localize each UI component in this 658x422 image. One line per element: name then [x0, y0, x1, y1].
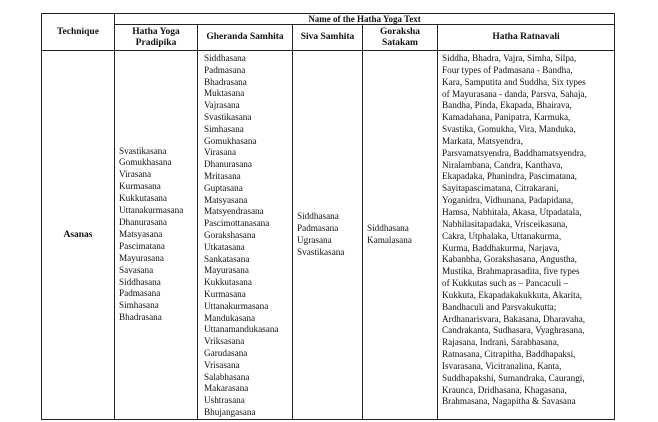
asana-item: Mayurasana: [204, 265, 249, 276]
asana-item: Bhujangasana: [204, 406, 256, 417]
row-label-asanas: Asanas: [42, 51, 115, 420]
ratnavali-line: of Mayurasana - danda, Parsva, Sahaja,: [442, 88, 587, 99]
asana-item: Pascimatana: [119, 240, 165, 251]
asana-item: Svastikasana: [119, 145, 167, 156]
ratnavali-line: Siddha, Bhadra, Vajra, Simha, Silpa,: [442, 53, 577, 63]
asana-item: Garudasana: [204, 347, 248, 358]
technique-header: Technique: [42, 14, 115, 51]
ratnavali-line: Ekapadaka, Phanindra, Pascimatana,: [442, 171, 577, 182]
asana-item: Siddhasana: [204, 53, 246, 63]
ratnavali-line: Kraunca, Dridhasana, Khagasana,: [442, 384, 567, 395]
column-header-siva-samhita: Siva Samhita: [293, 25, 363, 51]
hatha-ratnavali-text: [438, 51, 615, 420]
ratnavali-line: Ardhanarisvara, Bakasana, Dharavaha,: [442, 313, 586, 324]
asana-item: Salabhasana: [204, 371, 250, 382]
ratnavali-line: Candrakanta, Sudhasara, Vyaghrasana,: [442, 325, 585, 336]
asana-item: Pascimottanasana: [204, 218, 270, 229]
asana-item: Matsyasana: [204, 194, 248, 205]
ratnavali-line: Kamadahana, Panipatra, Karmuka,: [442, 112, 571, 123]
ratnavali-line: Isvarasana, Vicitranalina, Kanta,: [442, 360, 562, 371]
asana-item: Simhasana: [119, 300, 159, 311]
asana-item: Dhanurasana: [204, 159, 252, 170]
asana-item: Vriksasana: [204, 336, 245, 347]
ratnavali-line: Kara, Samputita and Suddha, Six types: [442, 76, 586, 87]
asana-item: Padmasana: [119, 288, 161, 299]
asana-item: Mandukasana: [204, 312, 256, 323]
ratnavali-line: of Kukkutas such as – Pancaculi –: [442, 278, 569, 289]
asana-item: Matsyasana: [119, 228, 163, 239]
asana-item: Matsyendrasana: [204, 206, 264, 217]
asana-item: Vrisasana: [204, 359, 240, 370]
asana-item: Gomukhasana: [204, 135, 257, 146]
asana-item: Kukkutasana: [119, 193, 167, 204]
asana-item: Svastikasana: [204, 111, 252, 122]
asana-item: Guptasana: [204, 182, 243, 193]
ratnavali-line: Parsvamatsyendra, Baddhamatsyendra,: [442, 147, 587, 158]
header-group: Name of the Hatha Yoga Text: [115, 14, 615, 25]
ratnavali-line: Kabanbha, Gorakshasana, Angustha,: [442, 254, 577, 265]
asana-item: Sankatasana: [204, 253, 250, 264]
asana-item: Mritasana: [204, 170, 241, 181]
asana-item: Kamalasana: [367, 234, 412, 245]
asana-item: Padmasana: [204, 64, 246, 75]
asana-item: Svastikasana: [297, 246, 345, 257]
asana-item: Virasana: [119, 169, 152, 180]
ratnavali-line: Brahmasana, Nagapitha & Savasana: [442, 396, 576, 407]
asana-item: Ushtrasana: [204, 395, 245, 406]
ratnavali-line: Ratnasana, Citrapitha, Baddhapaksi,: [442, 349, 576, 360]
asana-item: Kurmasana: [204, 288, 246, 299]
ratnavali-line: Mustika, Brahmaprasadita, five types: [442, 266, 580, 277]
asana-item: Kurmasana: [119, 181, 161, 192]
asana-item: Ugrasana: [297, 234, 332, 245]
gheranda-samhita-list: [198, 51, 293, 420]
asana-item: Simhasana: [204, 123, 244, 134]
column-header-goraksha-satakam: Goraksha Satakam: [363, 25, 438, 51]
ratnavali-line: Hamsa, Nabhitala, Akasa, Utpadatala,: [442, 206, 582, 217]
asana-item: Vajrasana: [204, 100, 240, 111]
asana-item: Utkatasana: [204, 241, 245, 252]
ratnavali-line: Yoganidra, Vidhunana, Padapidana,: [442, 195, 574, 206]
asana-item: Bhadrasana: [204, 76, 247, 87]
asana-item: Bhadrasana: [119, 312, 162, 323]
ratnavali-line: Nabhilasitapadaka, Vrisceikasana,: [442, 218, 568, 229]
asana-item: Gorakshasana: [204, 229, 256, 240]
ratnavali-line: Svastika, Gomukha, Vira, Manduka,: [442, 124, 576, 135]
asana-item: Savasana: [119, 264, 154, 275]
column-header-hatha-yoga-pradipika: Hatha Yoga Pradipika: [115, 25, 198, 51]
asana-item: Uttanakurmasana: [204, 300, 269, 311]
asana-item: Siddhasana: [119, 276, 161, 287]
siva-samhita-list: [293, 51, 363, 420]
asana-item: Kukkutasana: [204, 277, 252, 288]
asana-item: Padmasana: [297, 222, 339, 233]
ratnavali-line: Four types of Padmasana - Bandha,: [442, 64, 573, 75]
column-header-hatha-ratnavali: Hatha Ratnavali: [438, 25, 615, 51]
goraksha-satakam-list: [363, 51, 438, 420]
ratnavali-line: Markata, Matsyendra,: [442, 135, 523, 146]
asana-item: Uttanakurmasana: [119, 205, 184, 216]
asana-item: Mayurasana: [119, 252, 164, 263]
ratnavali-line: Suddhapakshi, Sumandraka, Caurangi,: [442, 372, 585, 383]
ratnavali-line: Niralambana, Candra, Kanthava,: [442, 159, 563, 170]
asana-item: Uttanamandukasana: [204, 324, 279, 335]
ratnavali-line: Bandhaculi and Parsvakukutta;: [442, 301, 557, 312]
hatha-yoga-asanas-table: [41, 13, 615, 420]
asana-item: Siddhasana: [297, 211, 339, 222]
ratnavali-line: Cakra, Utphalaka, Uttanakurma,: [442, 230, 562, 241]
asana-item: Muktasana: [204, 88, 245, 99]
ratnavali-line: Rajasana, Indrani, Sarabhasana,: [442, 337, 560, 348]
column-header-gheranda-samhita: Gheranda Samhita: [198, 25, 293, 51]
ratnavali-line: Kukkuta, Ekapadakakukkuta, Akarita,: [442, 289, 583, 300]
ratnavali-line: Sayitapascimatana, Citrakarani,: [442, 183, 559, 194]
ratnavali-line: Kurma, Baddhakurma, Narjava,: [442, 242, 560, 253]
asana-item: Makarasana: [204, 383, 249, 394]
hatha-yoga-pradipika-list: [115, 51, 198, 420]
asana-item: Virasana: [204, 147, 237, 158]
asana-item: Gomukhasana: [119, 157, 172, 168]
ratnavali-line: Bandha, Pinda, Ekapada, Bhairava,: [442, 100, 572, 111]
asana-item: Dhanurasana: [119, 216, 167, 227]
asana-item: Siddhasana: [367, 222, 409, 233]
